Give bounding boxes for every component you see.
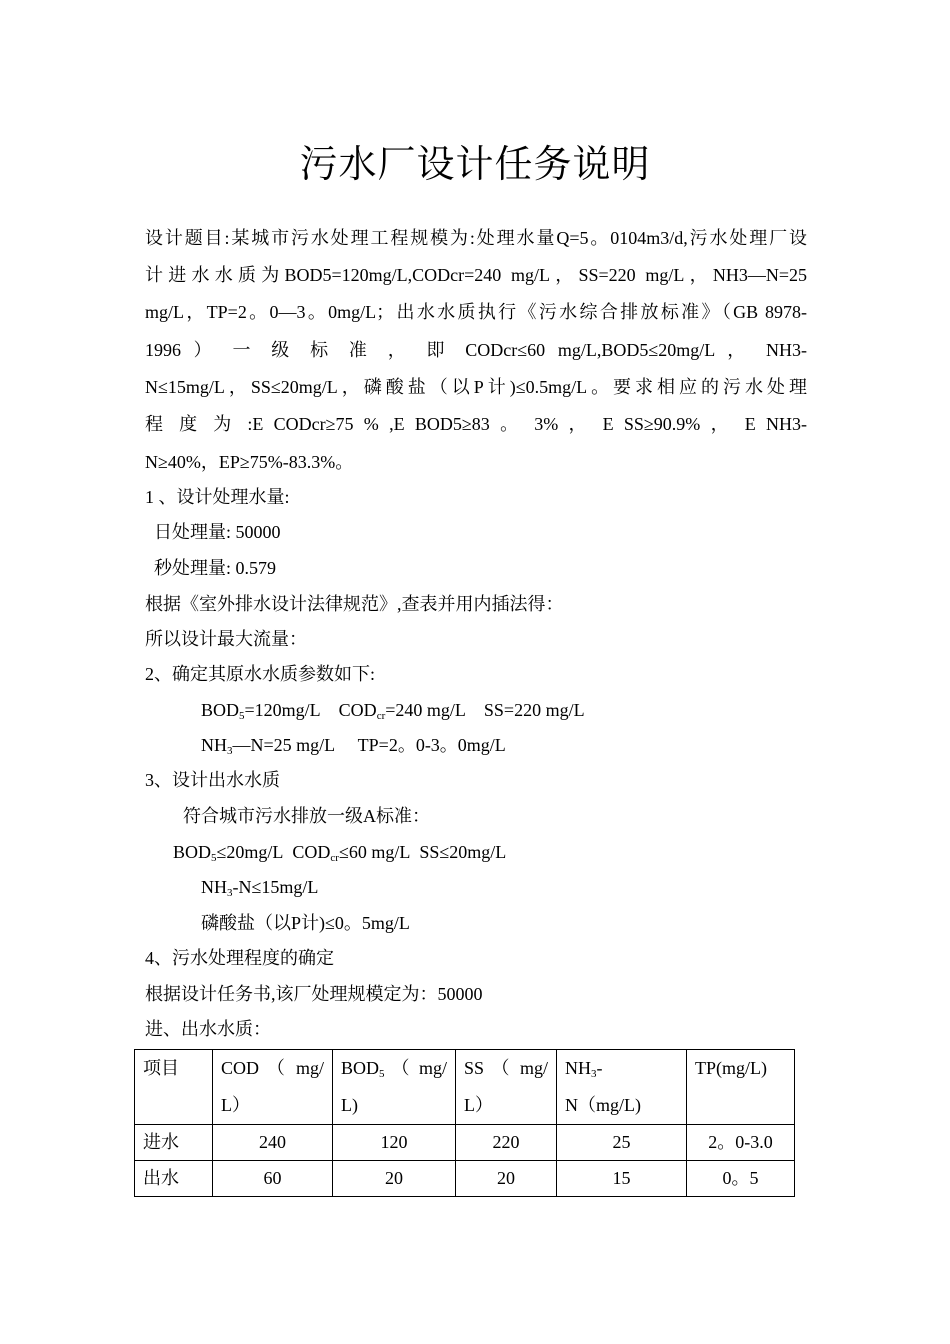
cell-bod: 120	[333, 1125, 456, 1161]
cell-ss: 20	[456, 1161, 557, 1197]
header-nh3: $NH_3-$ N（mg/L)	[557, 1050, 687, 1125]
header-tp: TP(mg/L)	[687, 1050, 795, 1125]
effluent-phosphate: 磷酸盐（以P计)≤0。5mg/L	[201, 913, 410, 933]
section-3-heading: 3、设计出水水质	[145, 770, 280, 790]
intro-line-2: 计进水水质为BOD5=120mg/L,CODcr=240 mg/L，SS=220 mg/L，NH3—N=25	[145, 265, 807, 285]
section-2-heading: 2、确定其原水水质参数如下:	[145, 664, 375, 684]
intro-line-1: 设计题目:某城市污水处理工程规模为:处理水量Q=5。0104m3/d,污水处理厂设	[145, 228, 807, 248]
design-basis: 根据《室外排水设计法律规范》,查表并用内插法得：	[145, 594, 564, 614]
section-1-heading: 1 、设计处理水量:	[145, 487, 290, 507]
second-flow: 秒处理量: 0.579	[154, 558, 277, 578]
header-cod: COD （ mg/ L）	[213, 1050, 333, 1125]
discharge-standard: 符合城市污水排放一级A标准：	[183, 806, 430, 826]
cell-cod: 60	[213, 1161, 333, 1197]
raw-quality-line-2: $NH_3—N=25$ mg/L TP=2。0-3。0mg/L	[201, 735, 506, 757]
water-quality-table	[134, 1049, 795, 1197]
row-label: 进水	[135, 1125, 213, 1161]
header-bod: $BOD_5$ （ mg/ L)	[333, 1050, 456, 1125]
cell-tp: 2。0-3.0	[687, 1125, 795, 1161]
quality-label: 进、出水水质：	[145, 1019, 271, 1039]
table-row	[135, 1125, 795, 1161]
section-4-heading: 4、污水处理程度的确定	[145, 948, 334, 968]
intro-line-5: N≤15mg/L，SS≤20mg/L，磷酸盐（以P计)≤0.5mg/L。要求相应的污水处理	[145, 377, 807, 397]
cell-ss: 220	[456, 1125, 557, 1161]
plant-scale: 根据设计任务书,该厂处理规模定为：50000	[145, 984, 483, 1004]
page-title: 污水厂设计任务说明	[299, 142, 651, 186]
cell-cod: 240	[213, 1125, 333, 1161]
header-item: 项目	[135, 1050, 213, 1125]
daily-flow: 日处理量: 50000	[154, 522, 281, 542]
effluent-quality-line-1: $BOD_5\le 20mg/L$ $COD_{cr}\le 60$ mg/L SS≤20mg/L	[173, 842, 507, 864]
cell-nh3: 15	[557, 1161, 687, 1197]
header-ss: SS （ mg/ L）	[456, 1050, 557, 1125]
table-row	[135, 1161, 795, 1197]
raw-quality-line-1: $BOD_5=120mg/L$ $COD_{cr}=240$ mg/L SS=220 mg/L	[201, 700, 585, 722]
row-label: 出水	[135, 1161, 213, 1197]
cell-bod: 20	[333, 1161, 456, 1197]
max-flow-label: 所以设计最大流量：	[145, 629, 307, 649]
intro-line-4: 1996 ） 一 级 标 准 ， 即 CODcr≤60 mg/L,BOD5≤20mg/L ， NH3-	[145, 340, 807, 360]
table-header-row	[135, 1050, 795, 1125]
intro-line-7: N≥40%，EP≥75%-83.3%。	[145, 452, 354, 472]
cell-nh3: 25	[557, 1125, 687, 1161]
intro-line-6: 程 度 为 :E CODcr≥75 % ,E BOD5≥83 。 3% ， E SS≥90.9% ， E NH3-	[145, 414, 807, 434]
cell-tp: 0。5	[687, 1161, 795, 1197]
effluent-quality-line-2: $NH_3-N\le 15mg/L$	[201, 877, 319, 899]
intro-line-3: mg/L，TP=2。0—3。0mg/L；出水水质执行《污水综合排放标准》（GB 8978-	[145, 302, 807, 322]
